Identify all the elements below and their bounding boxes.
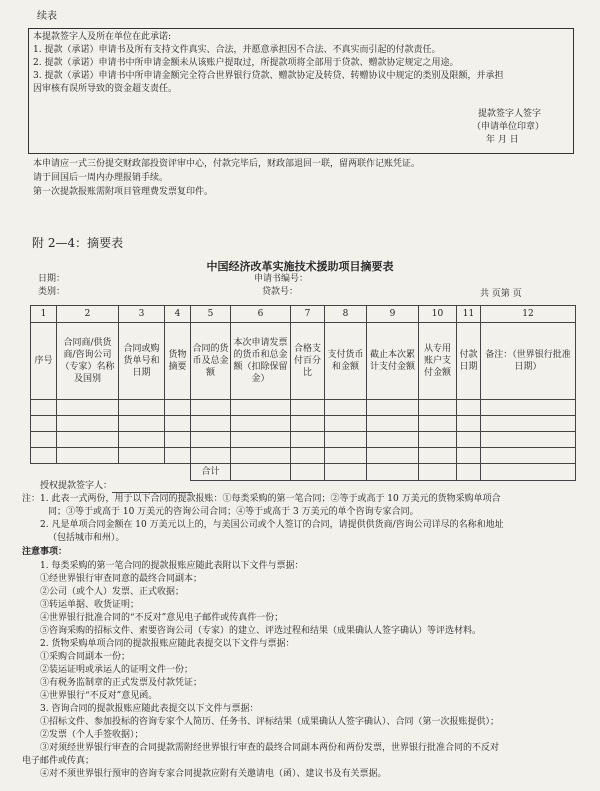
summary-table	[30, 305, 576, 481]
col-num: 4	[165, 306, 191, 323]
col-title-remarks: 备注：（世界银行批准日期）	[481, 323, 576, 400]
note-top-3: 第一次提款报账需附项目管理费发票复印件。	[33, 187, 214, 197]
note-1: 1. 此表一式两份，用于以下合同的提款报账：①每类采购的第一笔合同；②等于或高于 10 万美元的货物采购单项合	[40, 494, 501, 504]
commitment-item-2: 2. 提款（承诺）申请书中所申请金额未从该账户提取过，所提款项将全部用于贷款、赠款协定规定之用途。	[33, 58, 459, 68]
attention-line: 电子邮件或传真；	[22, 756, 95, 766]
col-num: 8	[325, 306, 367, 323]
attention-line: ②装运证明或承运人的证明文件一份；	[40, 665, 194, 675]
col-title-cumulative: 截止本次累计支付金额	[367, 323, 419, 400]
table-row	[31, 400, 576, 416]
total-label: 合计	[191, 464, 231, 481]
col-title-goods: 货物摘要	[165, 323, 191, 400]
date-label: 日期：	[38, 274, 66, 284]
application-no-label: 申请书编号：	[254, 274, 309, 284]
col-num: 12	[481, 306, 576, 323]
commitment-item-3-cont: 因审核有误所导致的资金超支责任。	[33, 84, 178, 94]
column-number-row	[31, 306, 576, 323]
col-title-supplier: 合同商/供货商/咨询公司（专家）名称及国别	[57, 323, 119, 400]
continued-label: 续表	[37, 11, 57, 22]
attention-line: ③转运单据、收货证明；	[40, 600, 140, 610]
col-num: 6	[231, 306, 291, 323]
appendix-label: 附 2—4：摘要表	[32, 236, 124, 250]
col-title-serial: 序号	[31, 323, 57, 400]
signature-line	[112, 483, 192, 493]
attention-line: ⑤咨询采购的招标文件、索要咨询公司（专家）的建立、评选过程和结果（成果确认人签字确认）等评选材料。	[40, 626, 482, 636]
sign-date: 年 月 日	[486, 135, 519, 145]
commitment-item-3: 3. 提款（承诺）申请书中所申请金额完全符合世界银行贷款、赠款协定及转贷、转赠协议中规定的类别及限额，并承担	[33, 71, 504, 81]
attention-line: ②公司（或个人）发票、正式收据；	[40, 587, 185, 597]
attention-line: ①采购合同副本一份；	[40, 652, 131, 662]
col-title-contract-amount: 合同的货币及总金额	[191, 323, 231, 400]
total-row	[31, 464, 576, 481]
attention-line: ④世界银行“不反对”意见函。	[40, 691, 158, 701]
col-num: 7	[291, 306, 325, 323]
col-title-contract-no: 合同或购货单号和日期	[119, 323, 165, 400]
note-2-cont: （包括城市和州）。	[48, 533, 125, 543]
attention-line: ①招标文件、参加投标的咨询专家个人简历、任务书、评标结果（成果确认人签字确认）、合同（第一次报账提供）；	[40, 717, 500, 727]
attention-line: 1. 每类采购的第一笔合同的提款报账应随此表附以下文件与票据：	[40, 561, 304, 571]
summary-title: 中国经济改革实施技术援助项目摘要表	[206, 260, 394, 273]
attention-line: ④对不须世界银行预审的咨询专家合同提款应附有关邀请电（函）、建议书及有关票据。	[40, 769, 387, 779]
loan-no-label: 贷款号：	[262, 287, 299, 297]
sign-unit: （申请单位印章）	[472, 122, 545, 132]
table-row	[31, 416, 576, 432]
authorized-signer-label: 授权提款签字人：	[40, 481, 113, 491]
attention-title: 注意事项：	[22, 547, 68, 557]
page-label: 共 页第 页	[480, 289, 522, 299]
attention-line: ③有税务监制章的正式发票及付款凭证；	[40, 678, 203, 688]
note-top-1: 本申请应一式三份提交财政部投资评审中心，付款完毕后，财政部退回一联，留两联作记账凭证。	[33, 159, 421, 169]
col-title-special-account: 从专用账户支付金额	[419, 323, 457, 400]
note-top-2: 请于回国后一周内办理报销手续。	[33, 173, 169, 183]
note-1-cont: 同；③等于或高于 10 万美元的咨询公司合同；④等于或高于 3 万美元的单个咨询专家合同。	[48, 507, 419, 517]
attention-line: 3. 咨询合同的提款报账应随此表提交以下文件与票据：	[40, 704, 259, 714]
commitment-title: 本提款签字人及所在单位在此承诺:	[33, 32, 172, 42]
notes-label: 注：	[22, 494, 41, 504]
table-row	[31, 448, 576, 464]
col-title-pay-date: 付款日期	[457, 323, 481, 400]
commitment-item-1: 1. 提款（承诺）申请书及所有支持文件真实、合法，并愿意承担因不合法、不真实而引起的付款责任。	[33, 45, 441, 55]
attention-line: ③对须经世界银行审查的合同提款需附经世界银行审查的最终合同副本两份和两份发票，世界银行批准合同的不反对	[40, 743, 500, 753]
col-num: 5	[191, 306, 231, 323]
col-title-payment: 支付货币和金额	[325, 323, 367, 400]
attention-line: ④世界银行批准合同的“不反对”意见电子邮件或传真件一份；	[40, 613, 284, 623]
sign-label: 提款签字人签字	[478, 109, 542, 119]
col-title-eligible-pct: 合格支付百分比	[291, 323, 325, 400]
attention-line: 2. 货物采购单项合同的提款报账应随此表提交以下文件与票据：	[40, 639, 295, 649]
col-num: 10	[419, 306, 457, 323]
note-2: 2. 凡是单项合同金额在 10 万美元以上的，与美国公司或个人签订的合同，请提供供货商/咨询公司详尽的名称和地址	[40, 520, 504, 530]
col-title-invoice-amount: 本次申请发票的货币和总金额（扣除保留金）	[231, 323, 291, 400]
column-title-row	[31, 323, 576, 400]
col-num: 2	[57, 306, 119, 323]
authorized-signer	[40, 480, 192, 493]
col-num: 11	[457, 306, 481, 323]
col-num: 1	[31, 306, 57, 323]
category-label: 类别：	[38, 287, 66, 297]
col-num: 9	[367, 306, 419, 323]
attention-line: ②发票（个人手签收据）；	[40, 730, 144, 740]
table-row	[31, 432, 576, 448]
col-num: 3	[119, 306, 165, 323]
attention-line: ①经世界银行审查同意的最终合同副本；	[40, 574, 203, 584]
